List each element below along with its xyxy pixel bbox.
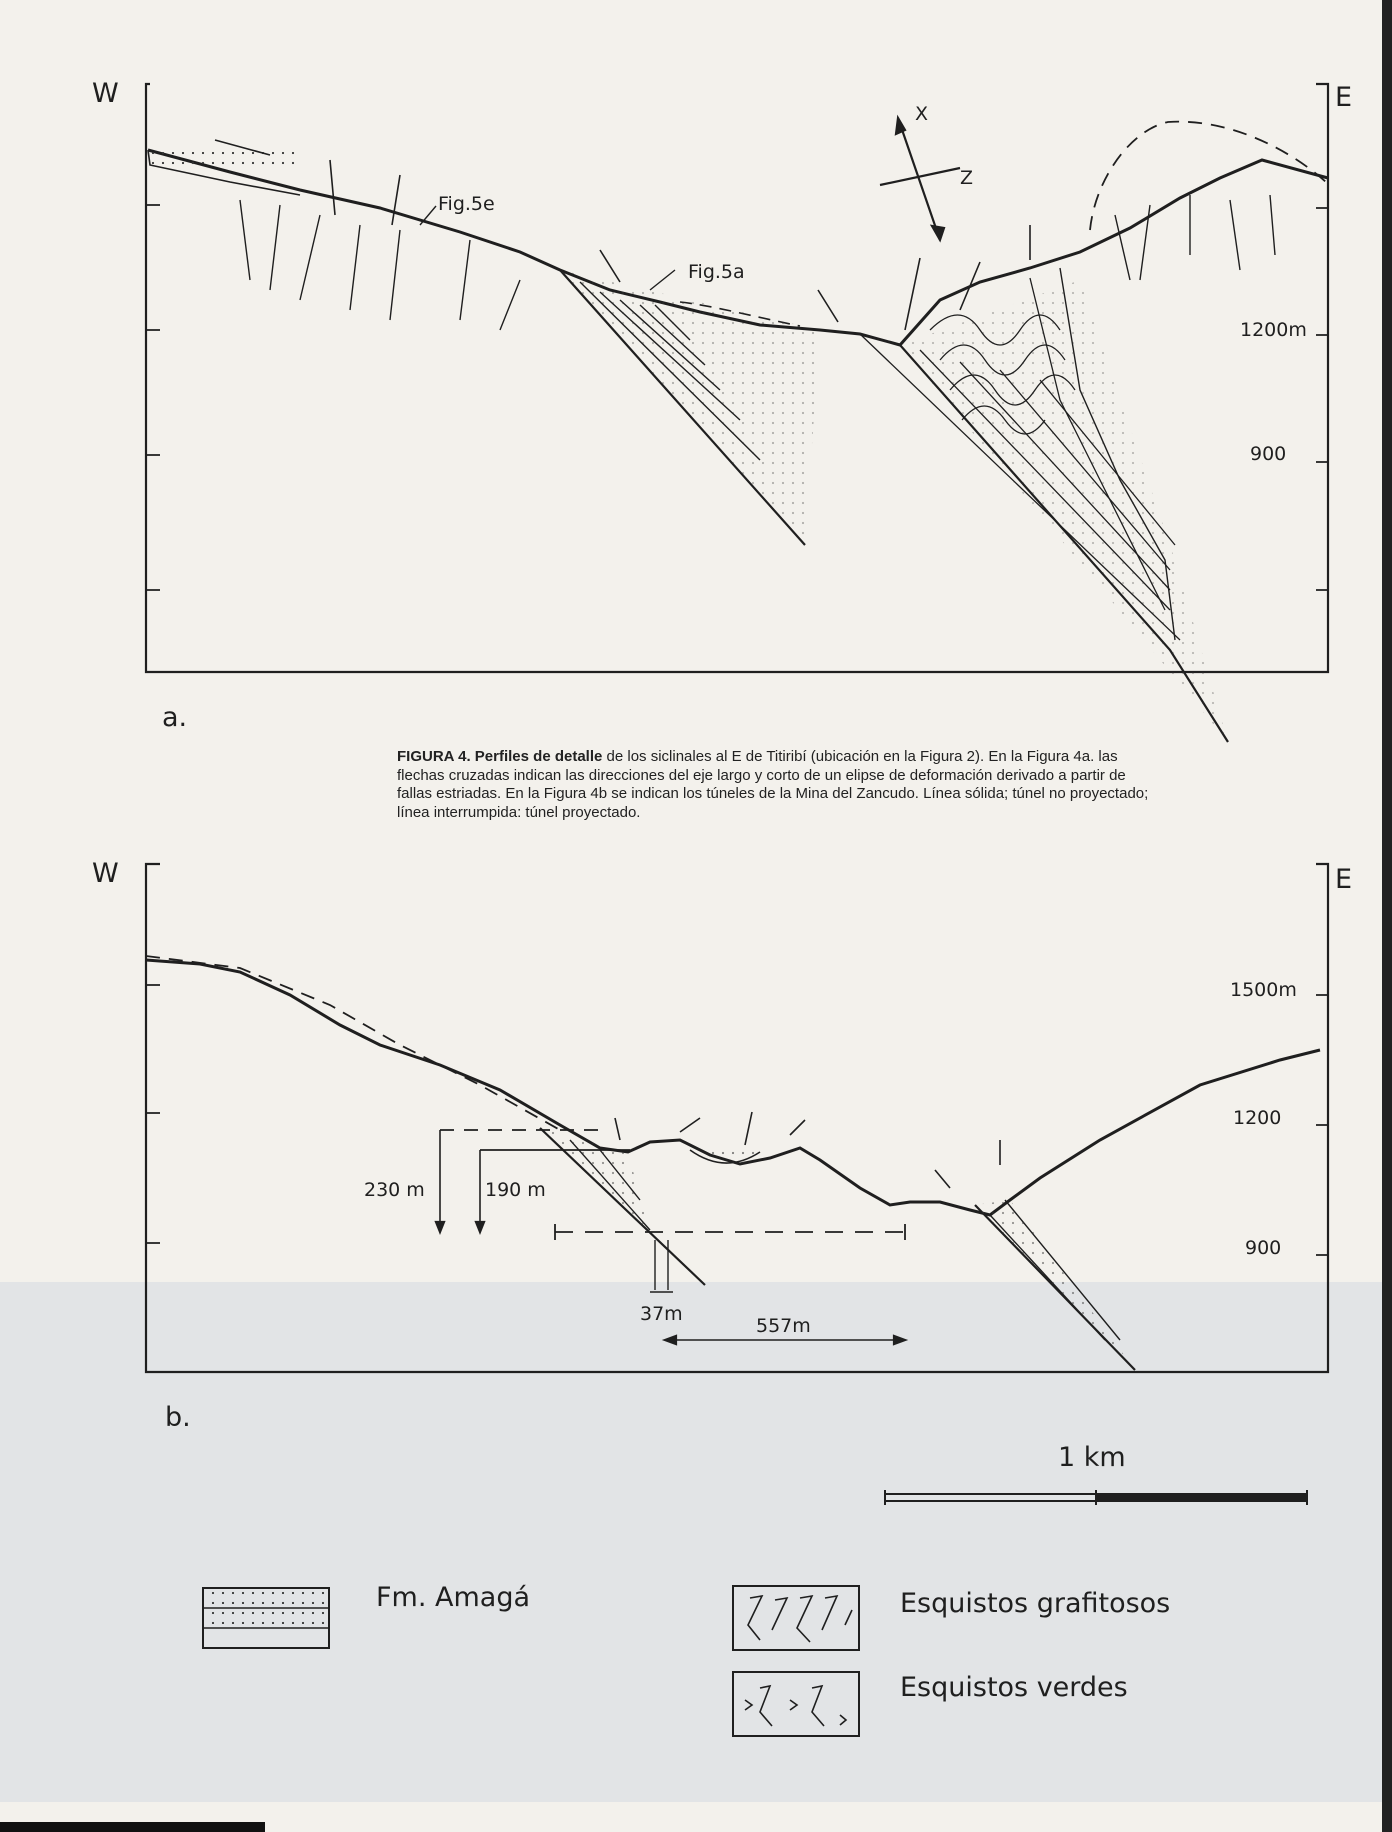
panel-b-east: E [1335,864,1353,895]
panel-b-elev-900: 900 [1245,1237,1282,1259]
panel-b-elev-1500: 1500m [1230,979,1297,1001]
panel-b-label: b. [165,1402,191,1433]
dim-230-label: 230 m [364,1179,425,1201]
legend-amaga-label: Fm. Amagá [376,1582,530,1613]
panel-b-topography [146,960,1320,1215]
panel-a-west: W [92,78,119,109]
figure-caption [397,748,1157,822]
legend [203,1582,1170,1736]
legend-grafitosos-label: Esquistos grafitosos [900,1588,1171,1619]
legend-verdes-swatch [733,1672,859,1736]
caption-lead: FIGURA 4. Perfiles de detalle [397,748,603,765]
panel-b-west: W [92,858,119,889]
deformation-axes-icon [880,118,960,240]
panel-b-frame [146,864,1328,1372]
axis-z-label: Z [960,167,974,189]
dim-37-label: 37m [640,1303,683,1325]
panel-b-elev-1200: 1200 [1233,1107,1282,1129]
legend-grafitosos-swatch [733,1586,859,1650]
panel-a-east: E [1335,82,1353,113]
panel-b-labels [92,858,1352,1433]
caption-text: de los siclinales al E de Titiribí (ubicación en la Figura 2). En la Figura 4a. las flechas cruzadas indican las direcciones del eje largo y corto de un elipse de deformación derivado a partir de fallas estriadas. En la Figura 4b se indican los túneles de la Mina del Zancudo. Línea sólida; túnel no proyectado; línea interrumpida: túnel proyectado. [397,748,1149,821]
fig5e-label: Fig.5e [438,193,495,215]
scale-label: 1 km [1058,1442,1126,1473]
panel-a-elev-1200: 1200m [1240,319,1307,341]
legend-amaga-swatch [203,1588,329,1648]
legend-verdes-label: Esquistos verdes [900,1672,1128,1703]
panel-a [146,84,1328,742]
fig5a-label: Fig.5a [688,261,745,283]
panel-a-elev-900: 900 [1250,443,1287,465]
panel-a-label: a. [162,702,188,733]
dim-190-label: 190 m [485,1179,546,1201]
panel-b [146,864,1328,1372]
dim-557-label: 557m [756,1315,811,1337]
scale-bar [885,1442,1307,1505]
axis-x-label: X [915,103,929,125]
